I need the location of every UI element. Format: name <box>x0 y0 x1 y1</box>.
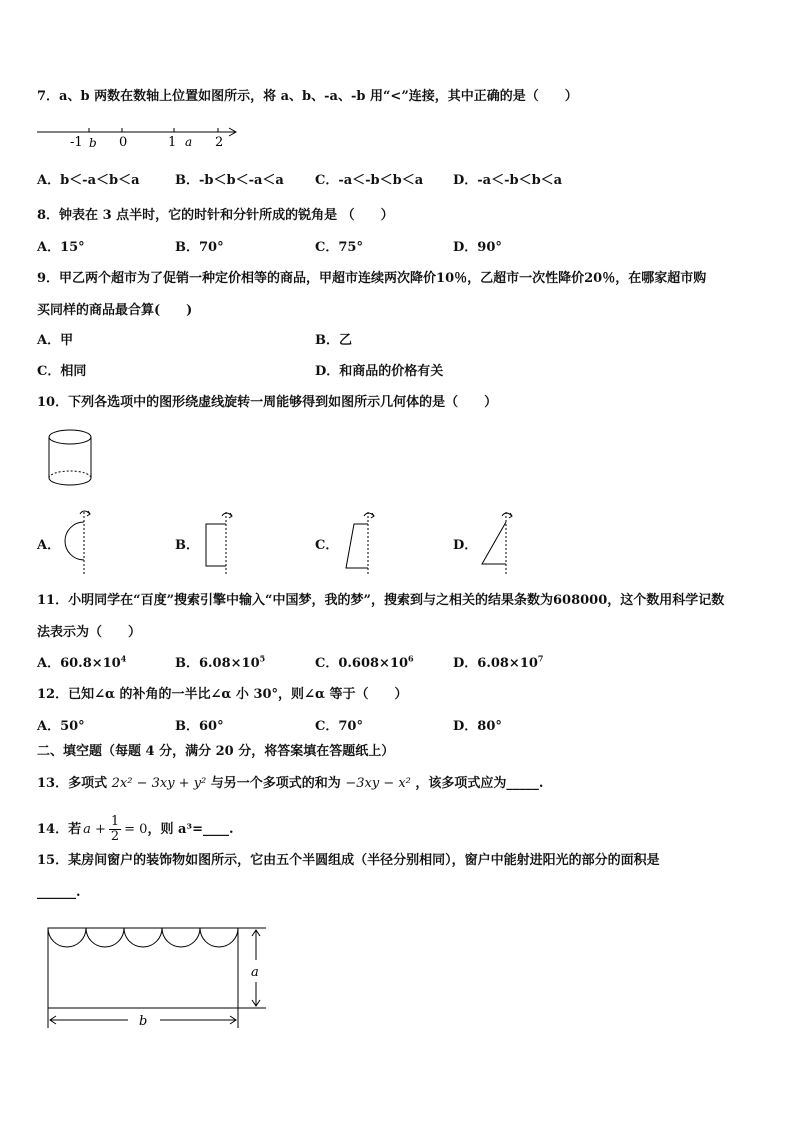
q13-sum-polynomial: −3xy − x² <box>345 776 411 791</box>
q13-prefix: 13．多项式 <box>37 776 108 791</box>
q10-option-a: A． <box>37 538 61 553</box>
section-heading-fill-in: 二、填空题（每题 4 分，满分 20 分，将答案填在答题纸上） <box>37 744 395 759</box>
q7-option-b: B．-b＜b＜-a＜a <box>175 173 284 188</box>
semicircle-figure <box>60 508 100 578</box>
q11-option-c-exponent: 6 <box>408 653 414 664</box>
question-11-stem-line2: 法表示为（ ） <box>37 625 142 640</box>
tick-label-2: 2 <box>215 135 224 150</box>
q9-option-a: A．甲 <box>37 333 74 348</box>
q8-option-a: A．15° <box>37 240 85 255</box>
q11-option-c-base: C．0.608×10 <box>315 656 409 671</box>
question-14 <box>37 815 234 844</box>
triangle-figure <box>478 508 518 578</box>
question-11-stem-line1: 11．小明同学在“百度”搜索引擎中输入“中国梦，我的梦”，搜索到与之相关的结果条数为608000，这个数用科学记数 <box>37 593 725 608</box>
tick-label-1: 1 <box>168 135 177 150</box>
question-15-stem-line2: ______. <box>37 885 81 900</box>
q10-option-d: D． <box>453 538 478 553</box>
tick-label-a: a <box>185 135 193 149</box>
q11-option-d-exponent: 7 <box>537 653 544 664</box>
q9-option-c: C．相同 <box>37 364 87 379</box>
q14-expr-a: a + <box>83 821 106 837</box>
q14-fraction-denominator: 2 <box>110 829 120 844</box>
question-12-stem: 12．已知∠α 的补角的一半比∠α 小 30°，则∠α 等于（ ） <box>37 687 408 702</box>
q11-option-b-exponent: 5 <box>259 653 266 664</box>
q12-option-c: C．70° <box>315 719 363 734</box>
q11-option-a-base: A．60.8×10 <box>37 656 121 671</box>
q8-option-c: C．75° <box>315 240 363 255</box>
q7-option-d: D．-a＜-b＜b＜a <box>453 173 563 188</box>
q8-option-b: B．70° <box>175 240 224 255</box>
q8-option-d: D．90° <box>453 240 502 255</box>
q13-polynomial: 2x² − 3xy + y² <box>111 776 207 791</box>
number-line-figure <box>37 124 242 152</box>
q11-option-a <box>37 655 126 673</box>
q14-prefix: 14．若 <box>37 821 82 837</box>
q12-option-d: D．80° <box>453 719 502 734</box>
q11-option-b <box>175 655 265 673</box>
q12-option-a: A．50° <box>37 719 85 734</box>
trapezoid-figure <box>340 508 380 578</box>
q10-option-b: B． <box>175 538 199 553</box>
q13-suffix: ，该多项式应为_____. <box>415 776 544 791</box>
q9-option-d: D．和商品的价格有关 <box>315 364 444 379</box>
q7-option-c: C．-a＜-b＜b＜a <box>315 173 424 188</box>
question-9-stem-line2: 买同样的商品最合算( ) <box>37 303 193 318</box>
question-10-stem: 10．下列各选项中的图形绕虚线旋转一周能够得到如图所示几何体的是（ ） <box>37 395 498 410</box>
q14-expr-eq: = 0 <box>124 821 148 837</box>
q9-option-b: B．乙 <box>315 333 352 348</box>
q10-option-c: C． <box>315 538 339 553</box>
q12-option-b: B．60° <box>175 719 224 734</box>
question-9-stem-line1: 9．甲乙两个超市为了促销一种定价相等的商品，甲超市连续两次降价10％，乙超市一次性降价20％，在哪家超市购 <box>37 271 707 286</box>
q11-option-d-base: D．6.08×10 <box>453 656 538 671</box>
dimension-label-b: b <box>139 1014 148 1029</box>
dimension-label-a: a <box>251 965 259 980</box>
tick-label-b: b <box>89 136 97 150</box>
cylinder-figure <box>45 428 95 488</box>
rectangle-figure <box>200 508 240 578</box>
question-15-stem-line1: 15．某房间窗户的装饰物如图所示，它由五个半圆组成（半径分别相同），窗户中能射进阳光的部分的面积是 <box>37 853 660 868</box>
q13-middle: 与另一个多项式的和为 <box>210 776 341 791</box>
tick-label-neg1: -1 <box>70 135 83 150</box>
q11-option-a-exponent: 4 <box>120 653 127 664</box>
q14-fraction-numerator: 1 <box>110 814 120 829</box>
tick-label-0: 0 <box>119 135 128 150</box>
window-decoration-figure <box>40 922 280 1032</box>
question-7-stem: 7．a、b 两数在数轴上位置如图所示，将 a、b、-a、-b 用“<”连接，其中正确的是（ ） <box>37 89 578 104</box>
q14-fraction <box>109 815 121 844</box>
q11-option-c <box>315 655 414 673</box>
question-13 <box>37 775 543 793</box>
question-8-stem: 8．钟表在 3 点半时，它的时针和分针所成的锐角是 （ ） <box>37 208 394 223</box>
q11-option-d <box>453 655 544 673</box>
q11-option-b-base: B．6.08×10 <box>175 656 260 671</box>
q14-suffix: ，则 a³=____. <box>147 821 234 837</box>
q7-option-a: A．b＜-a＜b＜a <box>37 173 140 188</box>
